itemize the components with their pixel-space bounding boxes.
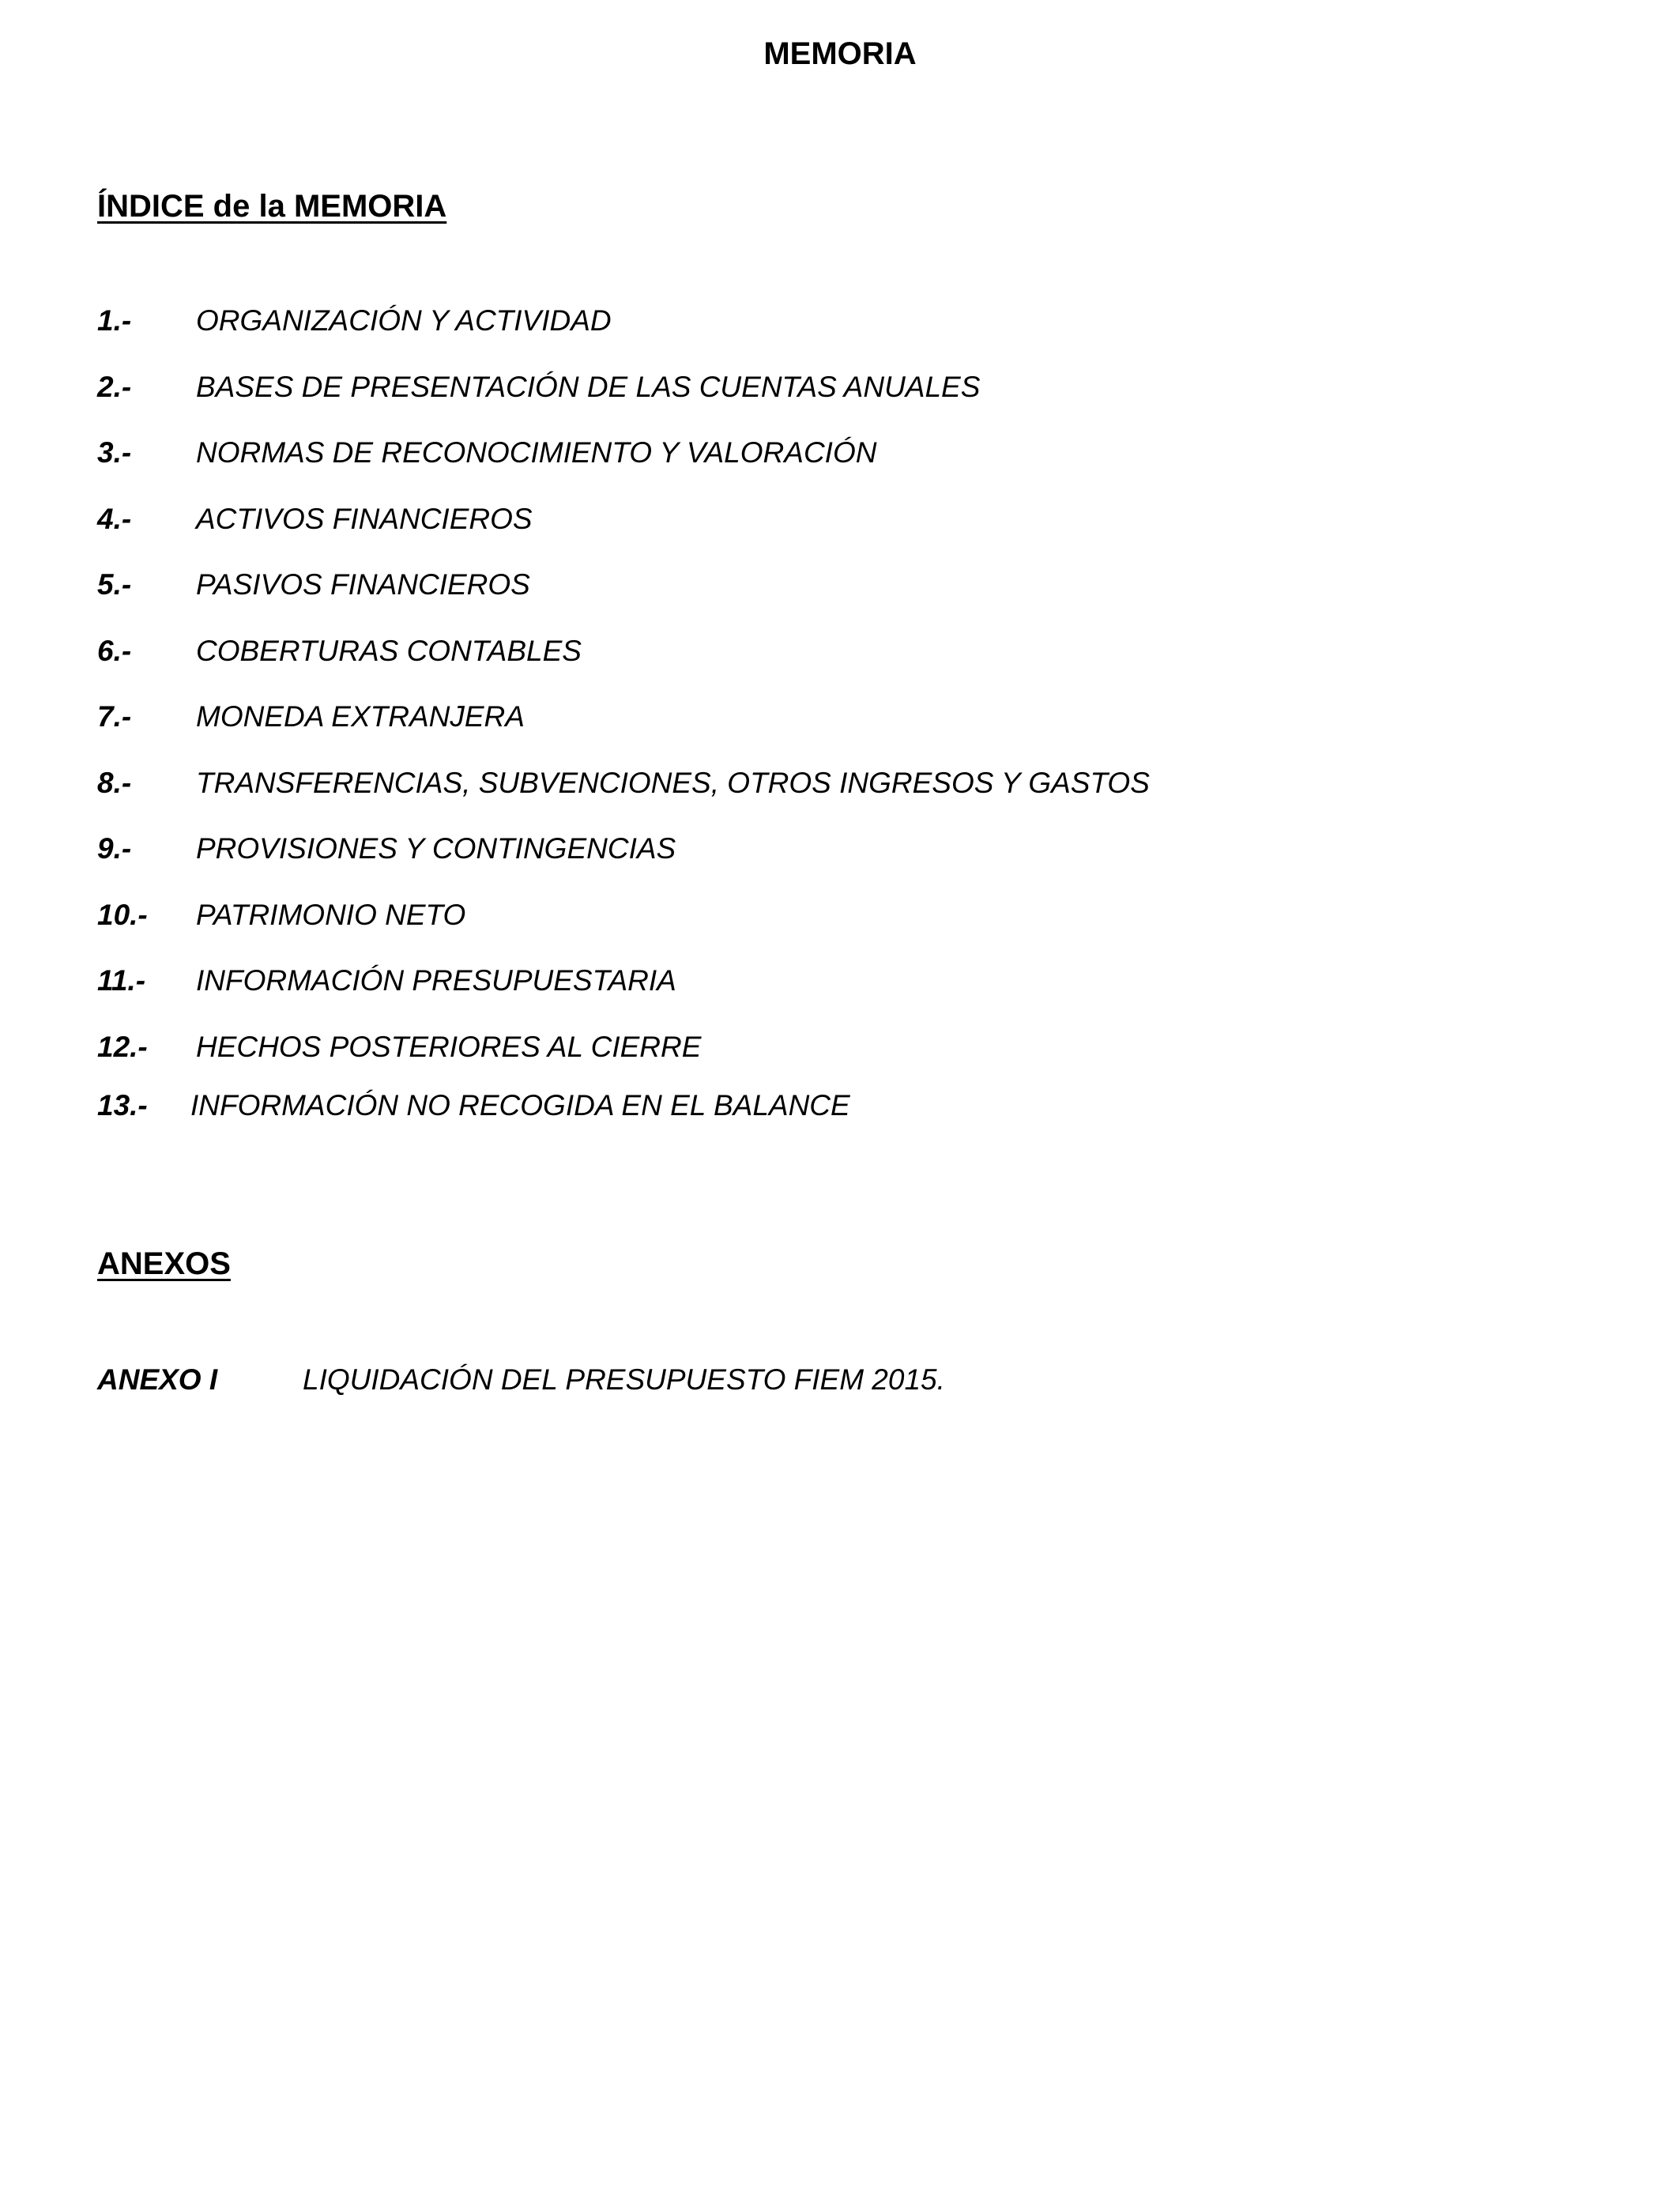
toc-item xyxy=(97,631,1520,697)
toc-item-number: 5.- xyxy=(97,568,132,601)
toc-item-title: INFORMACIÓN NO RECOGIDA EN EL BALANCE xyxy=(190,1088,850,1122)
annex-label: ANEXO I xyxy=(97,1363,218,1396)
toc-item-title: ACTIVOS FINANCIEROS xyxy=(196,502,533,535)
toc-item-title: ORGANIZACIÓN Y ACTIVIDAD xyxy=(196,304,612,337)
toc-item-title: INFORMACIÓN PRESUPUESTARIA xyxy=(196,964,676,997)
toc-item xyxy=(97,367,1520,433)
toc-item xyxy=(97,828,1520,895)
toc-item-title: NORMAS DE RECONOCIMIENTO Y VALORACIÓN xyxy=(196,436,877,469)
index-heading: ÍNDICE de la MEMORIA xyxy=(97,189,447,224)
document-title: MEMORIA xyxy=(763,36,917,71)
toc-item xyxy=(97,1085,1520,1152)
toc-item-number: 9.- xyxy=(97,832,132,865)
toc-item-number: 3.- xyxy=(97,436,132,469)
toc-item-number: 13.- xyxy=(97,1088,148,1122)
toc-item xyxy=(97,564,1520,631)
toc-item xyxy=(97,432,1520,499)
toc-item-number: 11.- xyxy=(97,964,146,997)
toc-item xyxy=(97,1027,1520,1085)
toc-item-number: 1.- xyxy=(97,304,132,337)
toc-item-title: BASES DE PRESENTACIÓN DE LAS CUENTAS ANUALES xyxy=(196,370,981,403)
toc-item-title: COBERTURAS CONTABLES xyxy=(196,634,582,667)
toc-item-number: 10.- xyxy=(97,898,148,931)
toc-item-number: 6.- xyxy=(97,634,132,667)
toc-item-number: 7.- xyxy=(97,700,132,733)
toc-item-number: 8.- xyxy=(97,766,132,799)
toc-item xyxy=(97,696,1520,763)
toc-item-title: HECHOS POSTERIORES AL CIERRE xyxy=(196,1030,702,1063)
toc-item xyxy=(97,300,1520,367)
toc-item xyxy=(97,960,1520,1027)
annexes-heading: ANEXOS xyxy=(97,1246,231,1281)
toc-item-title: MONEDA EXTRANJERA xyxy=(196,700,525,733)
toc-item-number: 2.- xyxy=(97,370,132,403)
toc-item-title: PROVISIONES Y CONTINGENCIAS xyxy=(196,832,676,865)
toc-item-title: TRANSFERENCIAS, SUBVENCIONES, OTROS INGRESOS Y GASTOS xyxy=(196,766,1150,799)
toc-item-title: PATRIMONIO NETO xyxy=(196,898,466,931)
annex-item xyxy=(97,1359,945,1400)
table-of-contents xyxy=(97,300,1520,1151)
toc-item-title: PASIVOS FINANCIEROS xyxy=(196,568,530,601)
toc-item xyxy=(97,895,1520,961)
annex-title: LIQUIDACIÓN DEL PRESUPUESTO FIEM 2015. xyxy=(303,1363,945,1396)
toc-item-number: 12.- xyxy=(97,1030,148,1063)
toc-item xyxy=(97,763,1520,829)
toc-item xyxy=(97,499,1520,565)
toc-item-number: 4.- xyxy=(97,502,132,535)
